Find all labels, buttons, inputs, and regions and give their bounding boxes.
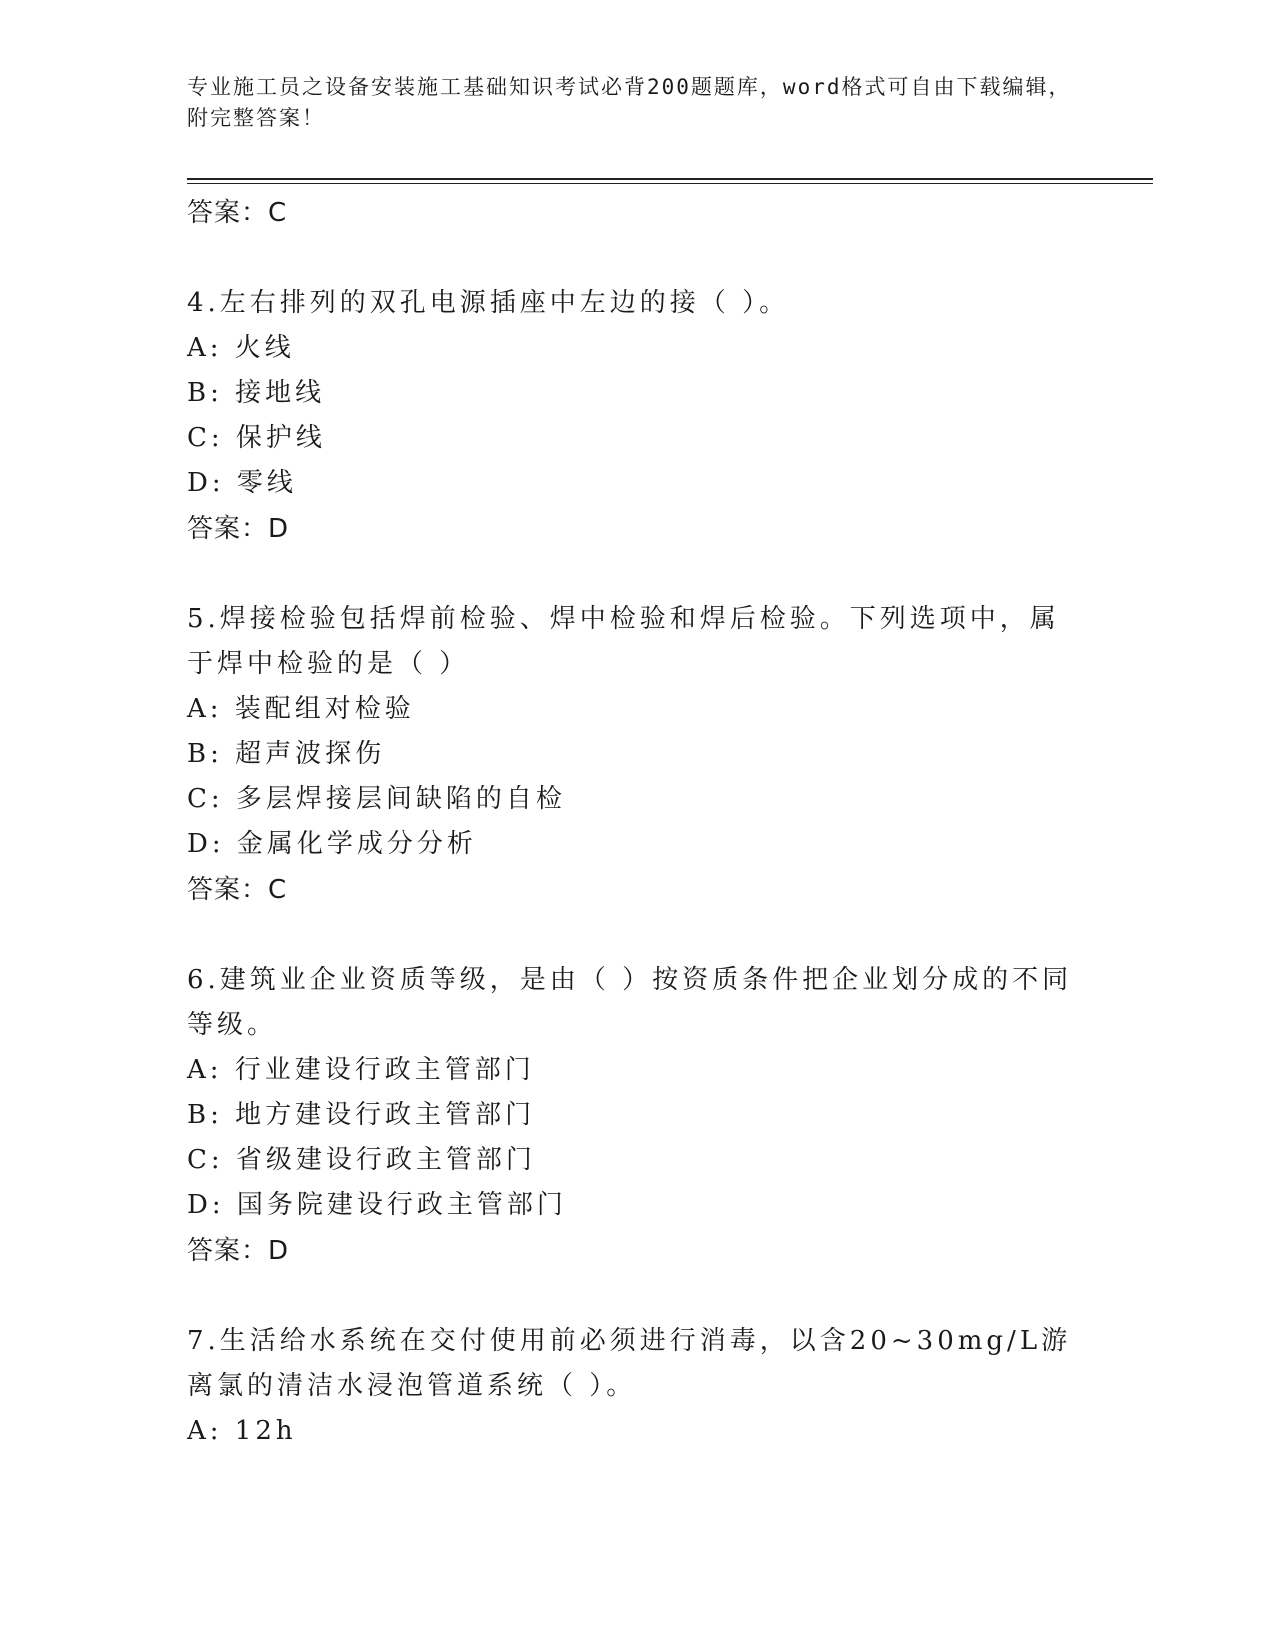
question-item [187,958,1087,1274]
option-a: A: 火线 [187,333,295,363]
answer-line: 答案：C [187,198,288,228]
question-item [187,281,1087,552]
answer-line: 答案：C [187,875,288,905]
option-d: D: 零线 [187,468,297,498]
option-c: C: 多层焊接层间缺陷的自检 [187,784,566,814]
answer-line: 答案：D [187,1236,290,1266]
question-stem: 7.生活给水系统在交付使用前必须进行消毒，以含20~30mg/L游离氯的清洁水浸泡管道系统（ ）。 [187,1326,1072,1401]
option-a: A: 装配组对检验 [187,694,415,724]
document-header: 专业施工员之设备安装施工基础知识考试必背200题题库，word格式可自由下载编辑，附完整答案！ [187,75,1072,130]
header-divider [187,178,1153,180]
option-b: B: 接地线 [187,378,326,408]
header-divider-thin [187,183,1153,184]
question-item [187,1319,1087,1454]
option-b: B: 超声波探伤 [187,739,386,769]
option-a: A: 行业建设行政主管部门 [187,1055,535,1085]
option-a: A: 12h [187,1416,297,1446]
option-b: B: 地方建设行政主管部门 [187,1100,536,1130]
question-stem: 6.建筑业企业资质等级，是由（ ）按资质条件把企业划分成的不同等级。 [187,965,1073,1040]
question-item [187,597,1087,913]
option-c: C: 省级建设行政主管部门 [187,1145,536,1175]
answer-line: 答案：D [187,514,290,544]
question-stem: 5.焊接检验包括焊前检验、焊中检验和焊后检验。下列选项中，属于焊中检验的是（ ） [187,604,1060,679]
option-d: D: 国务院建设行政主管部门 [187,1190,567,1220]
option-d: D: 金属化学成分分析 [187,829,477,859]
question-list [187,190,1087,1454]
option-c: C: 保护线 [187,423,326,453]
question-stem: 4.左右排列的双孔电源插座中左边的接（ ）。 [187,288,790,318]
